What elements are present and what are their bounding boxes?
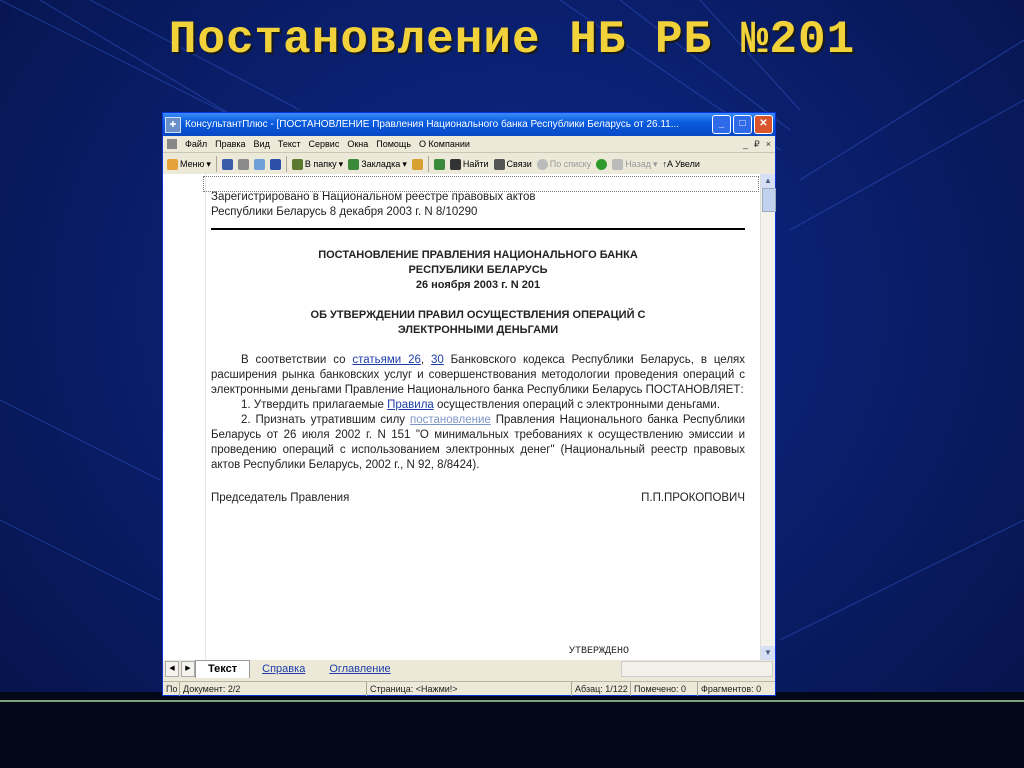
menu-about[interactable]: О Компании — [419, 139, 470, 149]
menu-service[interactable]: Сервис — [308, 139, 340, 149]
status-document: Документ: 2/2 — [180, 682, 367, 696]
horizontal-scrollbar[interactable] — [621, 661, 773, 677]
tab-reference[interactable]: Справка — [262, 662, 306, 675]
flag-button[interactable] — [434, 159, 445, 170]
scroll-up-arrow[interactable]: ▲ — [761, 174, 775, 188]
word-icon — [270, 159, 281, 170]
tab-text[interactable]: Текст — [195, 660, 250, 678]
heading-line-1: ПОСТАНОВЛЕНИЕ ПРАВЛЕНИЯ НАЦИОНАЛЬНОГО БАНКА — [318, 249, 638, 261]
mdi-minimize-button[interactable]: _ — [742, 138, 748, 149]
mdi-restore-button[interactable]: ₽ — [754, 138, 760, 149]
bookmark-button[interactable]: Закладка ▾ — [348, 159, 407, 170]
to-folder-button[interactable]: В папку ▾ — [292, 159, 343, 170]
tab-contents[interactable]: Оглавление — [329, 662, 391, 675]
status-page[interactable]: Страница: <Нажми!> — [367, 682, 572, 696]
zoom-button[interactable] — [663, 159, 700, 169]
paragraph-preamble: В соответствии со статьями 26, 30 Банковского кодекса Республики Беларусь, в целях расширения рынка банковских услуг и совершенствования методологии проведения операций с электронными деньгами Правление Национального банка Республики Беларусь ПОСТАНОВЛЯЕТ: — [211, 354, 746, 396]
highlight-icon — [412, 159, 423, 170]
save-icon — [222, 159, 233, 170]
bottom-band — [0, 692, 1024, 768]
subject-line-1: ОБ УТВЕРЖДЕНИИ ПРАВИЛ ОСУЩЕСТВЛЕНИЯ ОПЕРАЦИЙ С — [310, 309, 646, 321]
window-titlebar[interactable] — [163, 113, 775, 136]
signature-position: Председатель Правления — [211, 492, 350, 504]
by-list-label: По списку — [549, 159, 592, 169]
menubar — [163, 136, 775, 153]
link-article-26[interactable]: статьями 26 — [352, 354, 421, 366]
back-icon — [612, 159, 623, 170]
document-text[interactable] — [211, 182, 746, 657]
zoom-label: Увели — [675, 159, 700, 169]
menu-text[interactable]: Текст — [277, 139, 301, 149]
mdi-close-button[interactable]: × — [765, 138, 771, 149]
status-marked: Помечено: 0 — [631, 682, 698, 696]
links-label: Связи — [506, 159, 532, 169]
signature-block — [211, 491, 745, 506]
find-label: Найти — [462, 159, 489, 169]
find-button[interactable] — [450, 159, 489, 170]
toolbar-separator — [216, 156, 217, 172]
toolbar-separator — [428, 156, 429, 172]
signature-name: П.П.ПРОКОПОВИЧ — [641, 492, 745, 504]
mdi-controls — [743, 139, 771, 150]
menu-file[interactable]: Файл — [185, 139, 208, 149]
approved-label: УТВЕРЖДЕНО — [569, 646, 630, 657]
back-label: Назад — [625, 159, 651, 169]
link-rules[interactable]: Правила — [387, 399, 434, 411]
paragraph-2: 2. Признать утратившим силу постановление Правления Национального банка Республики Беларусь от 26 июля 2002 г. N 151 "О минимальных требованиях к осуществлению эмиссии и проведению операций с использованием электронных денег" (Национальный реестр правовых актов Республики Беларусь, 2002 г., N 92, 8/8424). — [211, 414, 745, 471]
document-icon[interactable] — [167, 139, 177, 149]
binoculars-icon — [450, 159, 461, 170]
links-button[interactable] — [494, 159, 532, 170]
menu-view[interactable]: Вид — [253, 139, 270, 149]
toolbar — [163, 153, 775, 176]
consultant-plus-window — [162, 112, 776, 696]
status-paragraph: Абзац: 1/122 — [572, 682, 631, 696]
document-area — [163, 174, 775, 660]
word-export-button[interactable] — [270, 159, 281, 170]
print-button[interactable] — [238, 159, 249, 170]
document-tabs — [163, 660, 775, 678]
to-folder-label: В папку — [304, 159, 337, 169]
registration-line-2: Республики Беларусь 8 декабря 2003 г. N 8/10290 — [211, 206, 478, 218]
bottom-rule — [0, 700, 1024, 702]
status-fragments: Фрагментов: 0 — [701, 684, 762, 694]
flag-icon — [434, 159, 445, 170]
menu-windows[interactable]: Окна — [347, 139, 369, 149]
links-icon — [494, 159, 505, 170]
preview-button[interactable] — [254, 159, 265, 170]
scroll-thumb[interactable] — [762, 188, 776, 212]
highlight-button[interactable] — [412, 159, 423, 170]
print-icon — [238, 159, 249, 170]
tab-prev-icon[interactable]: ◀ — [165, 661, 179, 677]
up-button[interactable] — [596, 159, 607, 170]
bookmark-icon — [348, 159, 359, 170]
link-resolution[interactable]: постановление — [410, 414, 491, 426]
subject-line-2: ЭЛЕКТРОННЫМИ ДЕНЬГАМИ — [397, 324, 559, 336]
back-to-list-icon — [537, 159, 548, 170]
preview-icon — [254, 159, 265, 170]
tab-next-icon[interactable]: ▶ — [181, 661, 195, 677]
bookmark-label: Закладка — [361, 159, 401, 169]
left-gutter — [163, 174, 206, 660]
separator-line — [211, 228, 745, 230]
close-button[interactable]: ✕ — [754, 115, 773, 134]
registration-line-1: Зарегистрировано в Национальном реестре правовых актов — [211, 191, 536, 203]
back-button[interactable]: Назад ▾ — [612, 159, 657, 170]
heading-date: 26 ноября 2003 г. N 201 — [415, 279, 541, 291]
zoom-icon: ↑A — [662, 159, 674, 169]
toolbar-separator — [286, 156, 287, 172]
scroll-down-arrow[interactable]: ▼ — [761, 646, 775, 660]
heading-line-2: РЕСПУБЛИКИ БЕЛАРУСЬ — [408, 264, 548, 276]
slide-title: Постановление НБ РБ №201 — [168, 14, 856, 66]
save-button[interactable] — [222, 159, 233, 170]
maximize-button[interactable]: □ — [733, 115, 752, 134]
menu-icon — [167, 159, 178, 170]
statusbar — [163, 681, 775, 696]
menu-button-label: Меню — [180, 159, 205, 169]
menu-help[interactable]: Помощь — [376, 139, 412, 149]
paragraph-1: 1. Утвердить прилагаемые Правила осуществления операций с электронными деньгами. — [241, 399, 720, 411]
app-icon: ✚ — [165, 117, 181, 133]
link-article-30[interactable]: 30 — [430, 354, 444, 366]
status-po: По — [163, 682, 180, 696]
window-title: КонсультантПлюс - [ПОСТАНОВЛЕНИЕ Правления Национального банка Республики Беларусь от 26.11... — [185, 119, 680, 130]
cursor-frame — [203, 176, 759, 192]
up-arrow-icon — [596, 159, 607, 170]
menu-edit[interactable]: Правка — [215, 139, 246, 149]
menu-button[interactable]: Меню ▾ — [167, 159, 211, 170]
vertical-scrollbar[interactable] — [760, 174, 775, 660]
minimize-button[interactable]: _ — [712, 115, 731, 134]
folder-icon — [292, 159, 303, 170]
by-list-button[interactable] — [537, 159, 591, 170]
